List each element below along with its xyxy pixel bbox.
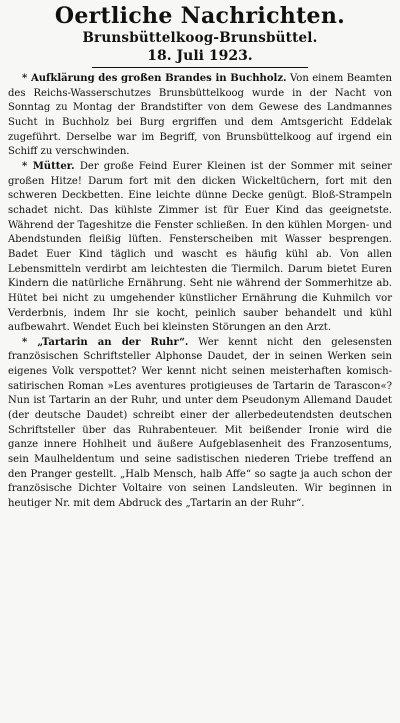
section-title: Oertliche Nachrichten. [54, 3, 346, 29]
locality-heading: Brunsbüttelkoog-Brunsbüttel. [82, 30, 318, 46]
header-rule [92, 67, 308, 68]
article-fire [8, 72, 392, 160]
article-body: Der große Feind Eurer Kleinen ist der Sommer mit seiner großen Hitze! Darum fort mit den dicken Wickeltüchern, fort mit den schweren Deckbetten. Eine leichte dünne Decke genügt. Bloß-Strampeln schadet nicht. Das kühlste Zimmer ist für Euer Kind das geeignetste. Während der Tageshitze die Fenster schließen. In den kühlen Morgen- und Abendstunden fleißig lüften. Fensterscheiben mit Wasser besprengen. Badet Euer Kind täglich und wascht es häufig kühl ab. Von allen Lebensmitteln verdirbt am leichtesten die Tiermilch. Darum bietet Euren Kindern die natürliche Ernährung. Seht nie während der Sommerhitze ab. Hütet bei nicht zu umgehender künstlicher Ernährung die Kuhmilch vor Verderbnis, indem Ihr sie kocht, peinlich sauber behandelt und kühl aufbewahrt. Wendet Euch bei kleinsten Störungen an den Arzt. [8, 160, 392, 334]
article-tartarin [8, 336, 392, 512]
article-headline: * „Tartarin an der Ruhr“. [22, 336, 189, 348]
masthead [8, 3, 392, 68]
article-body: Von einem Beamten des Reichs-Wasserschutzes Brunsbüttelkoog wurde in der Nacht von Sonntag zu Montag der Brandstifter von dem Gewese des Landmannes Sucht in Buchholz bei Burg ergriffen und dem Amtsgericht Eddelak zugeführt. Derselbe war im Begriff, von Brunsbüttelkoog auf irgend ein Schiff zu verschwinden. [8, 73, 392, 158]
article-headline: * Mütter. [22, 160, 75, 172]
article-headline: * Aufklärung des großen Brandes in Buchholz. [22, 73, 287, 84]
article-mothers [8, 160, 392, 336]
article-body: Wer kennt nicht den gelesensten französischen Schriftsteller Alphonse Daudet, der in seinen Werken sein eigenes Volk verspottet? Wer kennt nicht seinen meisterhaften komisch-satirischen Roman »Les aventures protigieuses de Tartarin de Tarascon«? Nun ist Tartarin an der Ruhr, und unter dem Pseudonym Allemand Daudet (der deutsche Daudet) schreibt einer der allerbedeutendsten deutschen Schriftsteller über das Ruhrabenteuer. Mit beißender Ironie wird die ganze innere Hohlheit und äußere Aufgeblasenheit des Franzosentums, sein Maulheldentum und seine sadistischen niederen Triebe treffend an den Pranger gestellt. „Halb Mensch, halb Affe“ so sagte ja auch schon der französische Dichter Voltaire von seinen Landsleuten. Wir beginnen in heutiger Nr. mit dem Abdruck des „Tartarin an der Ruhr“. [8, 336, 392, 510]
issue-date: 18. Juli 1923. [147, 48, 253, 64]
